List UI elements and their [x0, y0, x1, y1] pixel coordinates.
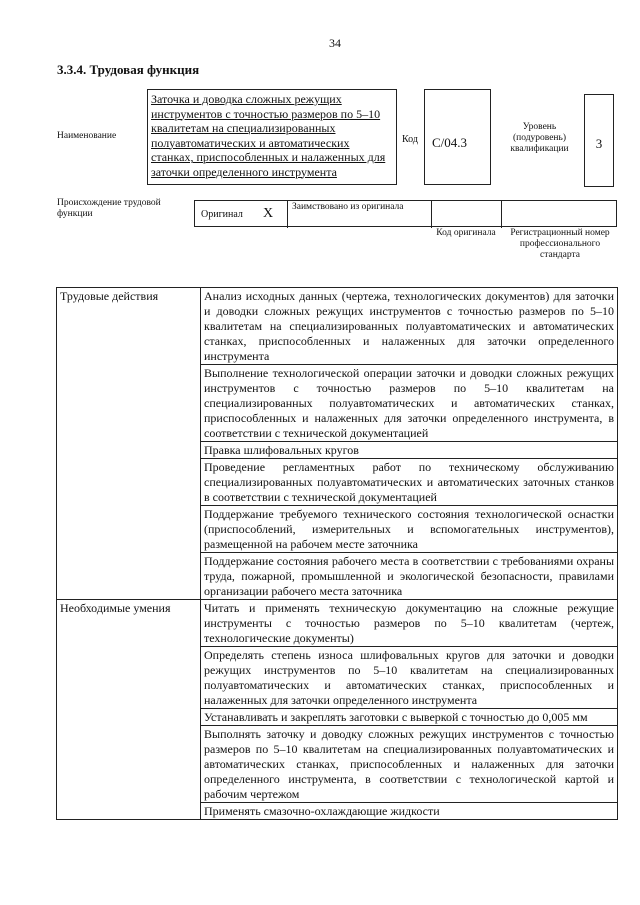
row-text: Анализ исходных данных (чертежа, технологических документов) для заточки и доводки сложных режущих инструментов с точностью размеров по 5–10 квалитетам на специализированных полуавтоматических и автоматических станках, приспособленных и налаженных для заточки определенного инструмента — [201, 288, 618, 365]
row-text: Устанавливать и закреплять заготовки с выверкой с точностью до 0,005 мм — [201, 709, 618, 726]
row-text: Читать и применять техническую документацию на сложные режущие инструменты с точностью размеров по 5–10 квалитетам (чертеж, технологические документы) — [201, 600, 618, 647]
row-text: Поддержание состояния рабочего места в соответствии с требованиями охраны труда, пожарной, промышленной и экологической безопасности, правилами организации рабочего места заточника — [201, 553, 618, 600]
page-number: 34 — [329, 36, 341, 50]
level-label: Уровень (подуровень) квалификации — [510, 122, 569, 154]
original-mark: X — [263, 206, 274, 221]
code-original-cell — [432, 201, 502, 228]
code-label: Код — [402, 134, 418, 145]
origin-row — [194, 200, 617, 227]
row-text: Проведение регламентных работ по техническому обслуживанию специализированных полуавтоматических и автоматических заточных станков в соответствии с технической документацией — [201, 459, 618, 506]
reg-number-caption: Регистрационный номер профессионального стандарта — [510, 228, 610, 260]
table-row — [57, 600, 618, 647]
code-original-caption: Код оригинала — [436, 228, 496, 238]
function-name-box — [147, 89, 397, 185]
function-table — [56, 287, 618, 820]
level-box — [584, 94, 614, 187]
origin-label: Происхождение трудовой функции — [57, 198, 161, 219]
row-text: Поддержание требуемого технического состояния технологической оснастки (приспособлений, измерительных и вспомогательных инструментов), размещенной на рабочем месте заточника — [201, 506, 618, 553]
original-cell — [195, 201, 287, 228]
category-cell: Трудовые действия — [57, 288, 201, 600]
borrowed-cell — [287, 201, 432, 228]
section-title: 3.3.4. Трудовая функция — [57, 62, 200, 77]
row-text: Выполнение технологической операции заточки и доводки сложных режущих инструментов с точностью размеров по 5–10 квалитетам на специализированных полуавтоматических и автоматических станках, приспособленных и налаженных для заточки определенного инструмента, в соответствии с технической документацией — [201, 365, 618, 442]
level-value: 3 — [595, 136, 603, 151]
code-box — [424, 89, 491, 185]
row-text: Определять степень износа шлифовальных кругов для заточки и доводки режущих инструментов по 5–10 квалитетам на специализированных полуавтоматических и автоматических станках, приспособленных и налаженных для заточки определенного инструмента — [201, 647, 618, 709]
code-value: С/04.3 — [432, 135, 468, 150]
category-cell: Необходимые умения — [57, 600, 201, 820]
borrowed-label: Заимствовано из оригинала — [292, 202, 404, 212]
original-label: Оригинал — [201, 209, 243, 220]
function-name-value: Заточка и доводка сложных режущих инструментов с точностью размеров по 5–10 квалитетам на специализированных полуавтоматических и автоматических станках, приспособленных и налаженных для заточки определенного инструмента — [151, 92, 386, 179]
name-label: Наименование — [57, 131, 117, 141]
table-row — [57, 288, 618, 365]
row-text: Применять смазочно-охлаждающие жидкости — [201, 803, 618, 820]
row-text: Правка шлифовальных кругов — [201, 442, 618, 459]
row-text: Выполнять заточку и доводку сложных режущих инструментов с точностью размеров по 5–10 квалитетам на специализированных полуавтоматических и автоматических станках, приспособленных и налаженных для заточки определенного инструмента, в соответствии с технологической картой и рабочим чертежом — [201, 726, 618, 803]
